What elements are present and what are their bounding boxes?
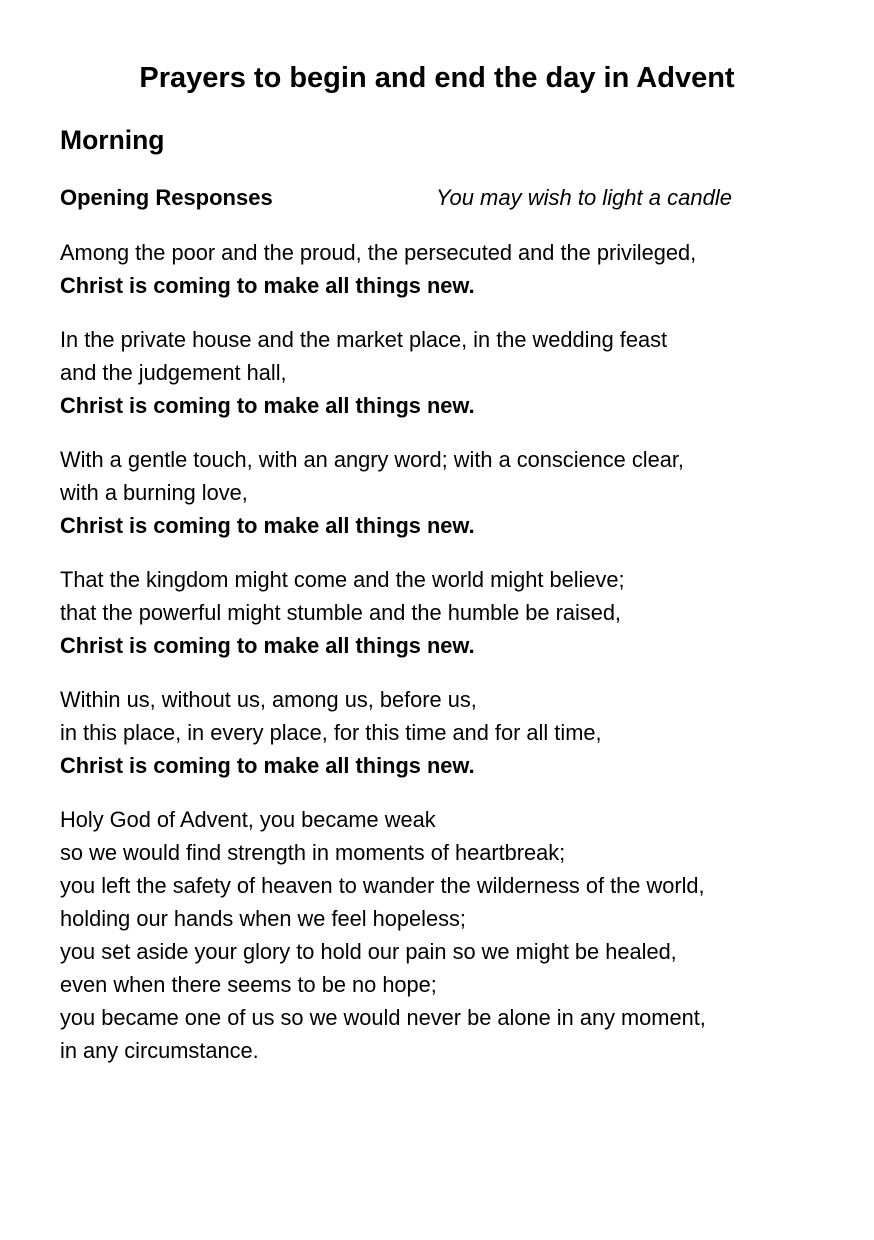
stanza-refrain: Christ is coming to make all things new.: [60, 633, 475, 658]
opening-responses-heading: Opening Responses: [60, 185, 273, 210]
opening-responses-row: [60, 182, 820, 214]
response-stanza: [60, 443, 840, 542]
stanza-line: Within us, without us, among us, before us,: [60, 687, 477, 712]
stanza-line: Among the poor and the proud, the persecuted and the privileged,: [60, 240, 697, 265]
advent-prayer: [60, 803, 840, 1067]
prayer-line: Holy God of Advent, you became weak: [60, 807, 436, 832]
response-stanza: [60, 683, 840, 782]
stanza-line: With a gentle touch, with an angry word; with a conscience clear,: [60, 447, 684, 472]
stanza-line: and the judgement hall,: [60, 360, 287, 385]
section-heading-morning: Morning: [60, 125, 165, 155]
prayer-line: so we would find strength in moments of heartbreak;: [60, 840, 566, 865]
prayer-line: holding our hands when we feel hopeless;: [60, 906, 466, 931]
stanza-line: that the powerful might stumble and the humble be raised,: [60, 600, 621, 625]
stanza-refrain: Christ is coming to make all things new.: [60, 753, 475, 778]
response-stanza: [60, 323, 840, 422]
response-stanza: [60, 563, 840, 662]
document-title: Prayers to begin and end the day in Advent: [139, 62, 735, 94]
prayer-line: you set aside your glory to hold our pain so we might be healed,: [60, 939, 677, 964]
stanza-line: That the kingdom might come and the world might believe;: [60, 567, 625, 592]
stanza-refrain: Christ is coming to make all things new.: [60, 513, 475, 538]
stanza-line: with a burning love,: [60, 480, 248, 505]
candle-note: You may wish to light a candle: [436, 185, 732, 210]
stanza-line: in this place, in every place, for this time and for all time,: [60, 720, 602, 745]
prayer-line: even when there seems to be no hope;: [60, 972, 437, 997]
stanza-refrain: Christ is coming to make all things new.: [60, 393, 475, 418]
response-stanza: [60, 236, 840, 302]
prayer-line: you became one of us so we would never be alone in any moment,: [60, 1005, 706, 1030]
prayer-line: in any circumstance.: [60, 1038, 259, 1063]
stanza-refrain: Christ is coming to make all things new.: [60, 273, 475, 298]
stanza-line: In the private house and the market place, in the wedding feast: [60, 327, 668, 352]
prayer-line: you left the safety of heaven to wander the wilderness of the world,: [60, 873, 705, 898]
